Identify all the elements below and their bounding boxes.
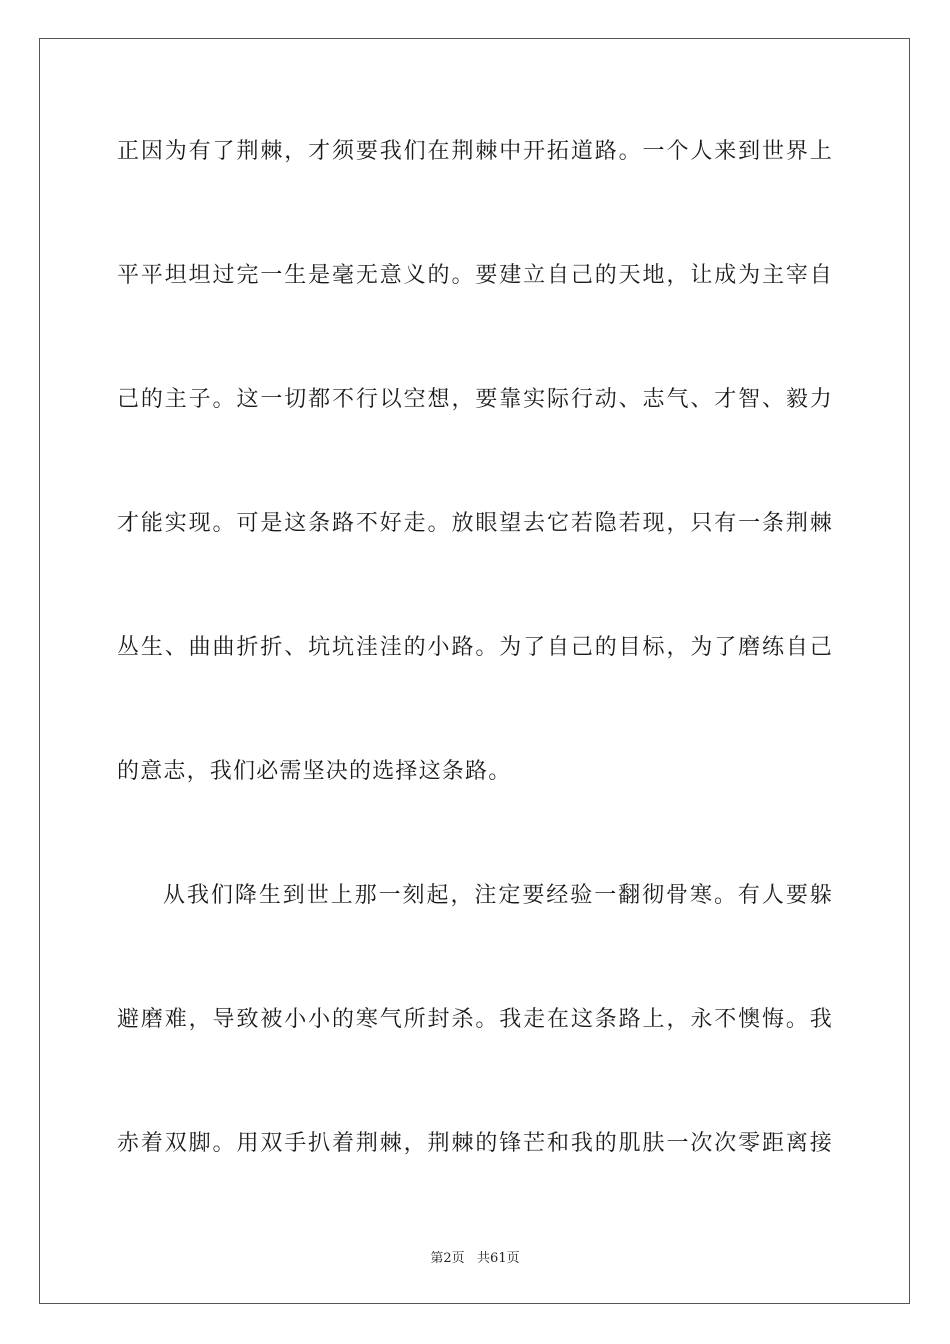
paragraph-1-line-3: 己的主子。这一切都不行以空想，要靠实际行动、志气、才智、毅力 xyxy=(117,387,833,412)
paragraph-1-line-2: 平平坦坦过完一生是毫无意义的。要建立自己的天地，让成为主宰自 xyxy=(117,263,833,288)
paragraph-1-line-1: 正因为有了荆棘，才须要我们在荆棘中开拓道路。一个人来到世界上 xyxy=(117,139,833,164)
paragraph-2-line-3: 赤着双脚。用双手扒着荆棘，荆棘的锋芒和我的肌肤一次次零距离接 xyxy=(117,1131,833,1156)
page-number-footer: 第2页 共61页 xyxy=(430,1251,520,1266)
paragraph-1-line-5: 丛生、曲曲折折、坑坑洼洼的小路。为了自己的目标，为了磨练自己 xyxy=(117,635,833,660)
paragraph-1-line-4: 才能实现。可是这条路不好走。放眼望去它若隐若现，只有一条荆棘 xyxy=(117,511,833,536)
paragraph-2-line-2: 避磨难，导致被小小的寒气所封杀。我走在这条路上，永不懊悔。我 xyxy=(117,1007,833,1032)
page-border xyxy=(39,38,910,1304)
paragraph-2-line-1: 从我们降生到世上那一刻起，注定要经验一翻彻骨寒。有人要躲 xyxy=(163,883,833,908)
paragraph-1-line-6: 的意志，我们必需坚决的选择这条路。 xyxy=(117,759,512,784)
